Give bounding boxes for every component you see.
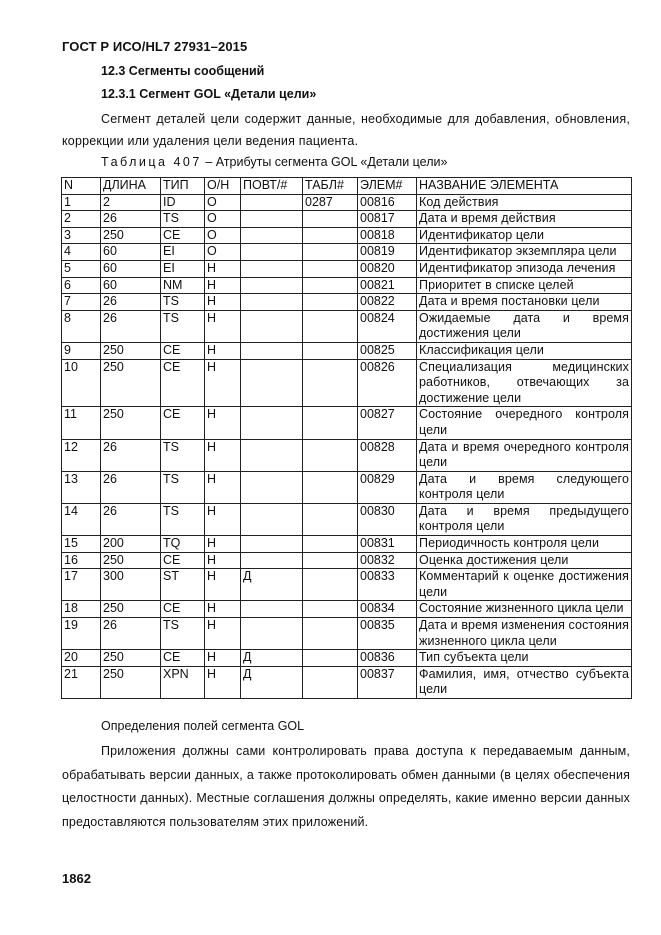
cell-element-name: Специализация медицинских работников, отвечающих за достижение цели <box>417 359 632 407</box>
cell-length: 300 <box>101 569 161 601</box>
column-header-optionality: О/Н <box>205 178 241 195</box>
cell-table-ref <box>303 310 358 342</box>
cell-optionality: Н <box>205 666 241 698</box>
cell-table-ref <box>303 503 358 535</box>
column-header-length: ДЛИНА <box>101 178 161 195</box>
cell-type: CE <box>161 227 205 244</box>
cell-repeat <box>241 227 303 244</box>
cell-repeat <box>241 194 303 211</box>
cell-n: 1 <box>62 194 101 211</box>
cell-element-id: 00816 <box>358 194 417 211</box>
cell-n: 6 <box>62 277 101 294</box>
cell-element-id: 00818 <box>358 227 417 244</box>
cell-element-id: 00826 <box>358 359 417 407</box>
definitions-paragraph: Приложения должны сами контролировать права доступа к передаваемым данным, обрабатывать версии данных, а также протоколировать обмен данными (в целях обеспечения целостности данных). Местные соглашения должны определять, какие именно версии данных предоставляются пользователям этих приложений. <box>62 744 630 829</box>
cell-table-ref <box>303 260 358 277</box>
cell-table-ref <box>303 536 358 553</box>
cell-element-id: 00834 <box>358 601 417 618</box>
cell-element-id: 00822 <box>358 294 417 311</box>
cell-table-ref <box>303 569 358 601</box>
cell-element-id: 00832 <box>358 552 417 569</box>
cell-table-ref <box>303 244 358 261</box>
cell-n: 17 <box>62 569 101 601</box>
cell-element-name: Ожидаемые дата и время достижения цели <box>417 310 632 342</box>
table-row <box>62 407 632 439</box>
cell-optionality: Н <box>205 503 241 535</box>
cell-optionality: Н <box>205 310 241 342</box>
cell-type: CE <box>161 342 205 359</box>
cell-element-name: Идентификатор экземпляра цели <box>417 244 632 261</box>
table-row <box>62 471 632 503</box>
cell-element-name: Идентификатор цели <box>417 227 632 244</box>
cell-element-name: Состояние очередного контроля цели <box>417 407 632 439</box>
cell-length: 26 <box>101 211 161 228</box>
cell-table-ref <box>303 439 358 471</box>
cell-optionality: Н <box>205 569 241 601</box>
cell-type: CE <box>161 601 205 618</box>
column-header-table-ref: ТАБЛ# <box>303 178 358 195</box>
cell-element-name: Комментарий к оценке достижения цели <box>417 569 632 601</box>
cell-repeat: Д <box>241 569 303 601</box>
cell-length: 250 <box>101 359 161 407</box>
cell-repeat <box>241 359 303 407</box>
cell-table-ref <box>303 407 358 439</box>
cell-optionality: О <box>205 211 241 228</box>
cell-optionality: Н <box>205 277 241 294</box>
cell-table-ref <box>303 650 358 667</box>
table-row <box>62 503 632 535</box>
column-header-repeat: ПОВТ/# <box>241 178 303 195</box>
cell-optionality: Н <box>205 407 241 439</box>
cell-element-id: 00829 <box>358 471 417 503</box>
cell-element-id: 00819 <box>358 244 417 261</box>
cell-repeat <box>241 211 303 228</box>
cell-length: 26 <box>101 439 161 471</box>
cell-element-name: Фамилия, имя, отчество субъекта цели <box>417 666 632 698</box>
cell-optionality: Н <box>205 342 241 359</box>
gol-attributes-table <box>61 177 632 699</box>
cell-repeat <box>241 407 303 439</box>
section-heading: 12.3 Сегменты сообщений <box>101 64 265 78</box>
table-row <box>62 666 632 698</box>
cell-length: 60 <box>101 277 161 294</box>
cell-element-id: 00827 <box>358 407 417 439</box>
cell-optionality: Н <box>205 439 241 471</box>
cell-optionality: Н <box>205 552 241 569</box>
cell-element-name: Состояние жизненного цикла цели <box>417 601 632 618</box>
cell-element-name: Периодичность контроля цели <box>417 536 632 553</box>
cell-element-name: Оценка достижения цели <box>417 552 632 569</box>
cell-n: 7 <box>62 294 101 311</box>
table-caption-label: Таблица 407 <box>101 155 202 169</box>
cell-table-ref <box>303 211 358 228</box>
cell-repeat <box>241 277 303 294</box>
cell-type: TS <box>161 503 205 535</box>
cell-repeat <box>241 601 303 618</box>
cell-element-id: 00828 <box>358 439 417 471</box>
cell-n: 5 <box>62 260 101 277</box>
cell-repeat <box>241 439 303 471</box>
cell-table-ref <box>303 666 358 698</box>
cell-type: TQ <box>161 536 205 553</box>
subsection-heading: 12.3.1 Сегмент GOL «Детали цели» <box>101 87 317 101</box>
cell-element-id: 00820 <box>358 260 417 277</box>
cell-table-ref <box>303 342 358 359</box>
cell-table-ref <box>303 277 358 294</box>
table-row <box>62 536 632 553</box>
table-header-row <box>62 178 632 195</box>
cell-optionality: О <box>205 227 241 244</box>
cell-repeat <box>241 536 303 553</box>
cell-n: 10 <box>62 359 101 407</box>
table-row <box>62 618 632 650</box>
cell-element-name: Дата и время следующего контроля цели <box>417 471 632 503</box>
cell-optionality: О <box>205 244 241 261</box>
cell-type: EI <box>161 244 205 261</box>
table-row <box>62 342 632 359</box>
table-row <box>62 552 632 569</box>
cell-n: 11 <box>62 407 101 439</box>
cell-repeat <box>241 552 303 569</box>
cell-repeat <box>241 244 303 261</box>
cell-n: 21 <box>62 666 101 698</box>
cell-length: 250 <box>101 650 161 667</box>
cell-type: TS <box>161 471 205 503</box>
cell-optionality: Н <box>205 650 241 667</box>
cell-table-ref <box>303 294 358 311</box>
cell-element-name: Идентификатор эпизода лечения <box>417 260 632 277</box>
cell-repeat <box>241 260 303 277</box>
cell-element-id: 00824 <box>358 310 417 342</box>
table-row <box>62 310 632 342</box>
table-row <box>62 650 632 667</box>
cell-element-id: 00833 <box>358 569 417 601</box>
cell-length: 60 <box>101 260 161 277</box>
cell-length: 250 <box>101 666 161 698</box>
cell-repeat <box>241 342 303 359</box>
cell-length: 250 <box>101 552 161 569</box>
cell-optionality: Н <box>205 294 241 311</box>
cell-element-name: Приоритет в списке целей <box>417 277 632 294</box>
cell-element-name: Дата и время предыдущего контроля цели <box>417 503 632 535</box>
table-caption-text: – Атрибуты сегмента GOL «Детали цели» <box>201 155 448 169</box>
table-row <box>62 260 632 277</box>
cell-length: 26 <box>101 310 161 342</box>
column-header-element-name: НАЗВАНИЕ ЭЛЕМЕНТА <box>417 178 632 195</box>
table-row <box>62 277 632 294</box>
cell-type: TS <box>161 310 205 342</box>
cell-type: TS <box>161 439 205 471</box>
cell-element-name: Дата и время постановки цели <box>417 294 632 311</box>
column-header-element-id: ЭЛЕМ# <box>358 178 417 195</box>
cell-optionality: Н <box>205 618 241 650</box>
table-row <box>62 244 632 261</box>
cell-n: 8 <box>62 310 101 342</box>
cell-length: 250 <box>101 342 161 359</box>
cell-repeat <box>241 294 303 311</box>
table-caption <box>101 155 447 169</box>
cell-table-ref <box>303 618 358 650</box>
cell-length: 2 <box>101 194 161 211</box>
cell-type: TS <box>161 618 205 650</box>
cell-table-ref: 0287 <box>303 194 358 211</box>
cell-table-ref <box>303 601 358 618</box>
cell-table-ref <box>303 552 358 569</box>
cell-type: EI <box>161 260 205 277</box>
table-row <box>62 227 632 244</box>
table-row <box>62 211 632 228</box>
table-row <box>62 439 632 471</box>
cell-element-id: 00817 <box>358 211 417 228</box>
cell-repeat <box>241 471 303 503</box>
cell-repeat <box>241 310 303 342</box>
cell-repeat <box>241 503 303 535</box>
cell-table-ref <box>303 227 358 244</box>
cell-n: 18 <box>62 601 101 618</box>
cell-length: 26 <box>101 618 161 650</box>
cell-table-ref <box>303 359 358 407</box>
cell-length: 250 <box>101 407 161 439</box>
cell-type: CE <box>161 407 205 439</box>
cell-table-ref <box>303 471 358 503</box>
page-number: 1862 <box>62 871 91 886</box>
cell-length: 60 <box>101 244 161 261</box>
table-row <box>62 194 632 211</box>
cell-n: 4 <box>62 244 101 261</box>
cell-optionality: О <box>205 194 241 211</box>
column-header-n: N <box>62 178 101 195</box>
cell-element-name: Дата и время действия <box>417 211 632 228</box>
cell-n: 16 <box>62 552 101 569</box>
cell-length: 26 <box>101 503 161 535</box>
cell-length: 200 <box>101 536 161 553</box>
cell-element-name: Дата и время очередного контроля цели <box>417 439 632 471</box>
cell-type: NM <box>161 277 205 294</box>
cell-element-id: 00825 <box>358 342 417 359</box>
cell-length: 26 <box>101 471 161 503</box>
cell-repeat <box>241 618 303 650</box>
cell-length: 26 <box>101 294 161 311</box>
table-header <box>62 178 632 195</box>
cell-n: 12 <box>62 439 101 471</box>
cell-n: 15 <box>62 536 101 553</box>
cell-element-id: 00835 <box>358 618 417 650</box>
intro-paragraph: Сегмент деталей цели содержит данные, необходимые для добавления, обновления, коррекции или удаления цели ведения пациента. <box>62 112 630 148</box>
cell-element-id: 00837 <box>358 666 417 698</box>
cell-repeat: Д <box>241 650 303 667</box>
cell-element-id: 00830 <box>358 503 417 535</box>
cell-element-id: 00821 <box>358 277 417 294</box>
table-body <box>62 194 632 698</box>
cell-n: 2 <box>62 211 101 228</box>
cell-optionality: Н <box>205 471 241 503</box>
table-row <box>62 359 632 407</box>
cell-optionality: Н <box>205 359 241 407</box>
cell-n: 13 <box>62 471 101 503</box>
cell-n: 19 <box>62 618 101 650</box>
cell-type: TS <box>161 294 205 311</box>
definitions-title: Определения полей сегмента GOL <box>101 719 305 733</box>
cell-length: 250 <box>101 601 161 618</box>
cell-optionality: Н <box>205 536 241 553</box>
cell-length: 250 <box>101 227 161 244</box>
cell-type: XPN <box>161 666 205 698</box>
cell-type: ST <box>161 569 205 601</box>
cell-optionality: Н <box>205 601 241 618</box>
cell-repeat: Д <box>241 666 303 698</box>
cell-element-name: Классификация цели <box>417 342 632 359</box>
column-header-type: ТИП <box>161 178 205 195</box>
table-row <box>62 294 632 311</box>
cell-type: CE <box>161 650 205 667</box>
table-row <box>62 601 632 618</box>
cell-n: 3 <box>62 227 101 244</box>
cell-type: ID <box>161 194 205 211</box>
cell-element-id: 00831 <box>358 536 417 553</box>
table-row <box>62 569 632 601</box>
cell-element-name: Дата и время изменения состояния жизненного цикла цели <box>417 618 632 650</box>
cell-type: CE <box>161 359 205 407</box>
cell-type: TS <box>161 211 205 228</box>
standard-header: ГОСТ Р ИСО/HL7 27931–2015 <box>62 39 248 54</box>
cell-element-name: Тип субъекта цели <box>417 650 632 667</box>
cell-optionality: Н <box>205 260 241 277</box>
cell-type: CE <box>161 552 205 569</box>
cell-n: 9 <box>62 342 101 359</box>
cell-element-name: Код действия <box>417 194 632 211</box>
cell-n: 14 <box>62 503 101 535</box>
cell-element-id: 00836 <box>358 650 417 667</box>
cell-n: 20 <box>62 650 101 667</box>
